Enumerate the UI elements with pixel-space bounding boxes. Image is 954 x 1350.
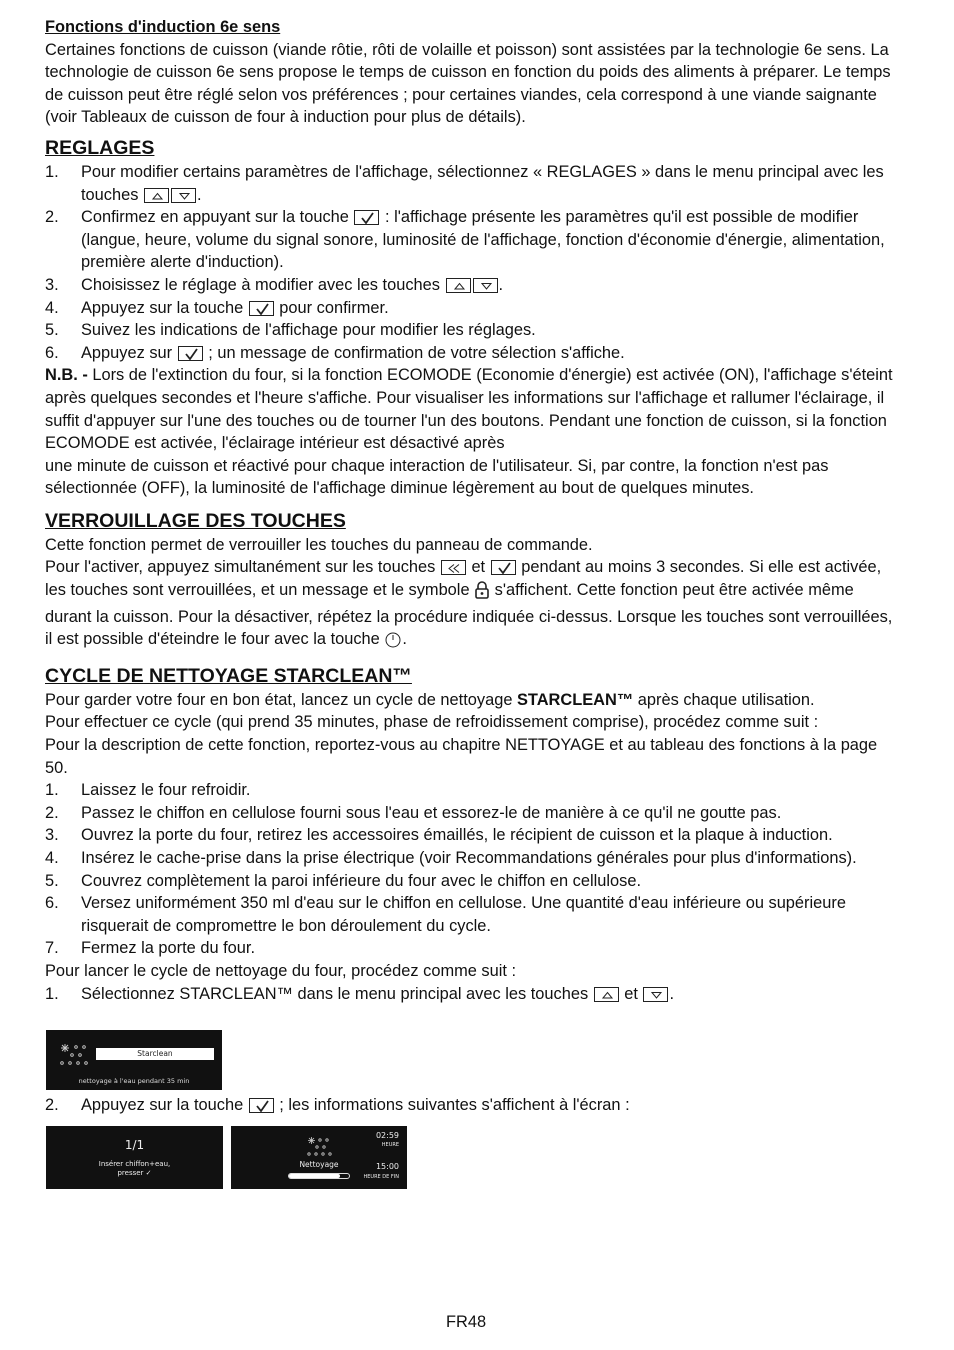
verrouillage-p1: Cette fonction permet de verrouiller les touches du panneau de commande. [45,535,593,554]
starclean-p1: Pour garder votre four en bon état, lancez un cycle de nettoyage STARCLEAN™ après chaque utilisation. [45,690,815,709]
starclean-p3: Pour la description de cette fonction, reportez-vous au chapitre NETTOYAGE et au tableau des fonctions à la page 50. [45,736,878,777]
step-text: Confirmez en appuyant sur la touche [81,208,354,227]
section-6e-text: Certaines fonctions de cuisson (viande rôtie, rôti de volaille et poisson) sont assistées par la technologie 6e sens. La technologie de cuisson 6e sens propose le temps de cuisson en fonction du poids des aliments à préparer. Le temps de cuisson peut être réglé selon vos préférences ; pour certaines viandes, cela correspond à une viande saignante (voir Tableaux de cuisson de four à induction pour plus de détails). [45,40,891,127]
step-text: Choisissez le réglage à modifier avec les touches [81,275,445,294]
section-6e-title: Fonctions d'induction 6e sens [45,18,281,36]
launch-step-2: 2. Appuyez sur la touche ; les informations suivantes s'affichent à l'écran : [45,1096,630,1114]
end-time: 15:00 [375,1162,399,1171]
list-item: 6. Appuyez sur ; un message de confirmation de votre sélection s'affiche. [45,342,895,365]
lock-icon [474,581,490,606]
up-arrow-button-icon [594,987,619,1002]
list-item: 2. Passez le chiffon en cellulose fourni sous l'eau et essorez-le de manière à ce qu'il ne goutte pas. [45,803,782,822]
list-item: 1. Laissez le four refroidir. [45,781,251,800]
display-screen-starclean-menu [46,1030,222,1090]
starclean-launch-steps [45,983,895,1006]
down-arrow-button-icon [171,188,196,203]
list-item: 2. Confirmez en appuyant sur la touche : l'affichage présente les paramètres qu'il est possible de modifier (langue, heure, volume du signal sonore, luminosité de l'affichage, fonction d'économie d'énergie, alimentation, première alerte d'induction). [45,208,885,272]
starclean-caption: nettoyage à l'eau pendant 35 min [78,1077,190,1085]
up-arrow-button-icon [446,278,471,293]
starclean-p2: Pour effectuer ce cycle (qui prend 35 minutes, phase de refroidissement comprise), procédez comme suit : [45,713,819,732]
confirm-check-button-icon [249,301,274,316]
list-item: 4. Insérez le cache-prise dans la prise électrique (voir Recommandations générales pour plus d'informations). [45,849,857,867]
down-arrow-button-icon [473,278,498,293]
cleaning-progress-bar [288,1173,350,1179]
step-number: 1. [45,162,59,181]
starclean-steps [45,779,895,960]
end-time-label: HEURE DE FIN [363,1174,399,1180]
section-verrouillage-title: VERROUILLAGE DES TOUCHES [45,509,346,532]
step-text: Pour modifier certains paramètres de l'affichage, sélectionnez « REGLAGES » dans le menu principal avec les touches [81,162,884,204]
verrouillage-p2: Pour l'activer, appuyez simultanément sur les touches et pendant au moins 3 secondes. Si elle est activée, les touches sont verrouillées, et un message et le symbole s'affichent. Cette fonction peut être activée même durant la cuisson. Pour la désactiver, répétez la procédure indiquée ci-dessus. Lorsque les touches sont verrouillées, il est possible d'éteindre le four avec la touche . [45,556,895,654]
step-number: 3. [45,275,59,294]
page-number: FR48 [446,1313,487,1331]
step-number: 5. [45,321,59,340]
starclean-icon [305,1135,341,1163]
starclean-icon [58,1042,98,1072]
list-item: 5. Couvrez complètement la paroi inférieure du four avec le chiffon en cellulose. [45,871,642,890]
document-page [45,16,895,1005]
section-starclean-title: CYCLE DE NETTOYAGE STARCLEAN™ [45,664,412,687]
display-screen-cleaning-progress [231,1126,407,1189]
list-item: 3. Choisissez le réglage à modifier avec les touches . [45,274,895,297]
confirm-check-button-icon [178,346,203,361]
starclean-launch: Pour lancer le cycle de nettoyage du four, procédez comme suit : [45,961,517,980]
list-item: 6. Versez uniformément 350 ml d'eau sur le chiffon en cellulose. Une quantité d'eau inférieure ou supérieure risquerait de compromettre le bon déroulement du cycle. [45,894,846,935]
section-reglages-title: REGLAGES [45,136,155,159]
remaining-time-label: HEURE [381,1142,399,1148]
step-text: Appuyez sur la touche [81,298,248,317]
step-text: Appuyez sur [81,343,177,362]
insert-cloth-message: Insérer chiffon+eau, presser ✓ [98,1160,171,1177]
confirm-check-button-icon [249,1098,274,1113]
list-item: 4. Appuyez sur la touche pour confirmer. [45,297,895,320]
confirm-check-button-icon [491,560,516,575]
reglages-note: N.B. - Lors de l'extinction du four, si la fonction ECOMODE (Economie d'énergie) est activée (ON), l'affichage s'éteint après quelques secondes et l'heure s'affiche. Pour visualiser les informations sur l'affichage et rallumer l'éclairage, il suffit d'appuyer sur l'une des touches ou de tourner l'un des boutons. Pendant une fonction de cuisson, si la fonction ECOMODE est activée, l'éclairage intérieur est désactivé après une minute de cuisson et réactivé pour chaque interaction de l'utilisateur. Si, par contre, la fonction n'est pas sélectionnée (OFF), la luminosité de l'affichage diminue légèrement au bout de quelques minutes. [45,366,893,498]
up-arrow-button-icon [144,188,169,203]
reglages-steps [45,161,895,364]
cleaning-label: Nettoyage [299,1160,339,1169]
list-item [45,319,895,342]
cleaning-progress-fill [289,1174,340,1178]
power-icon [384,630,402,655]
step-text: Suivez les indications de l'affichage pour modifier les réglages. [81,321,536,340]
confirm-check-button-icon [354,210,379,225]
list-item: 1. Pour modifier certains paramètres de l'affichage, sélectionnez « REGLAGES » dans le menu principal avec les touches . [45,162,884,204]
list-item: 3. Ouvrez la porte du four, retirez les accessoires émaillés, le récipient de cuisson et la plaque à induction. [45,826,833,845]
list-item: 7. Fermez la porte du four. [45,939,256,958]
remaining-time: 02:59 [375,1131,399,1140]
step-number: 6. [45,343,59,362]
list-item: 1. Sélectionnez STARCLEAN™ dans le menu principal avec les touches et . [45,984,675,1003]
down-arrow-button-icon [643,987,668,1002]
display-screen-insert-cloth [46,1126,223,1189]
starclean-menu-item: Starclean [96,1048,214,1060]
step-number: 2. [45,208,59,227]
back-button-icon [441,560,466,575]
step-counter: 1/1 [124,1138,145,1152]
step-number: 4. [45,298,59,317]
